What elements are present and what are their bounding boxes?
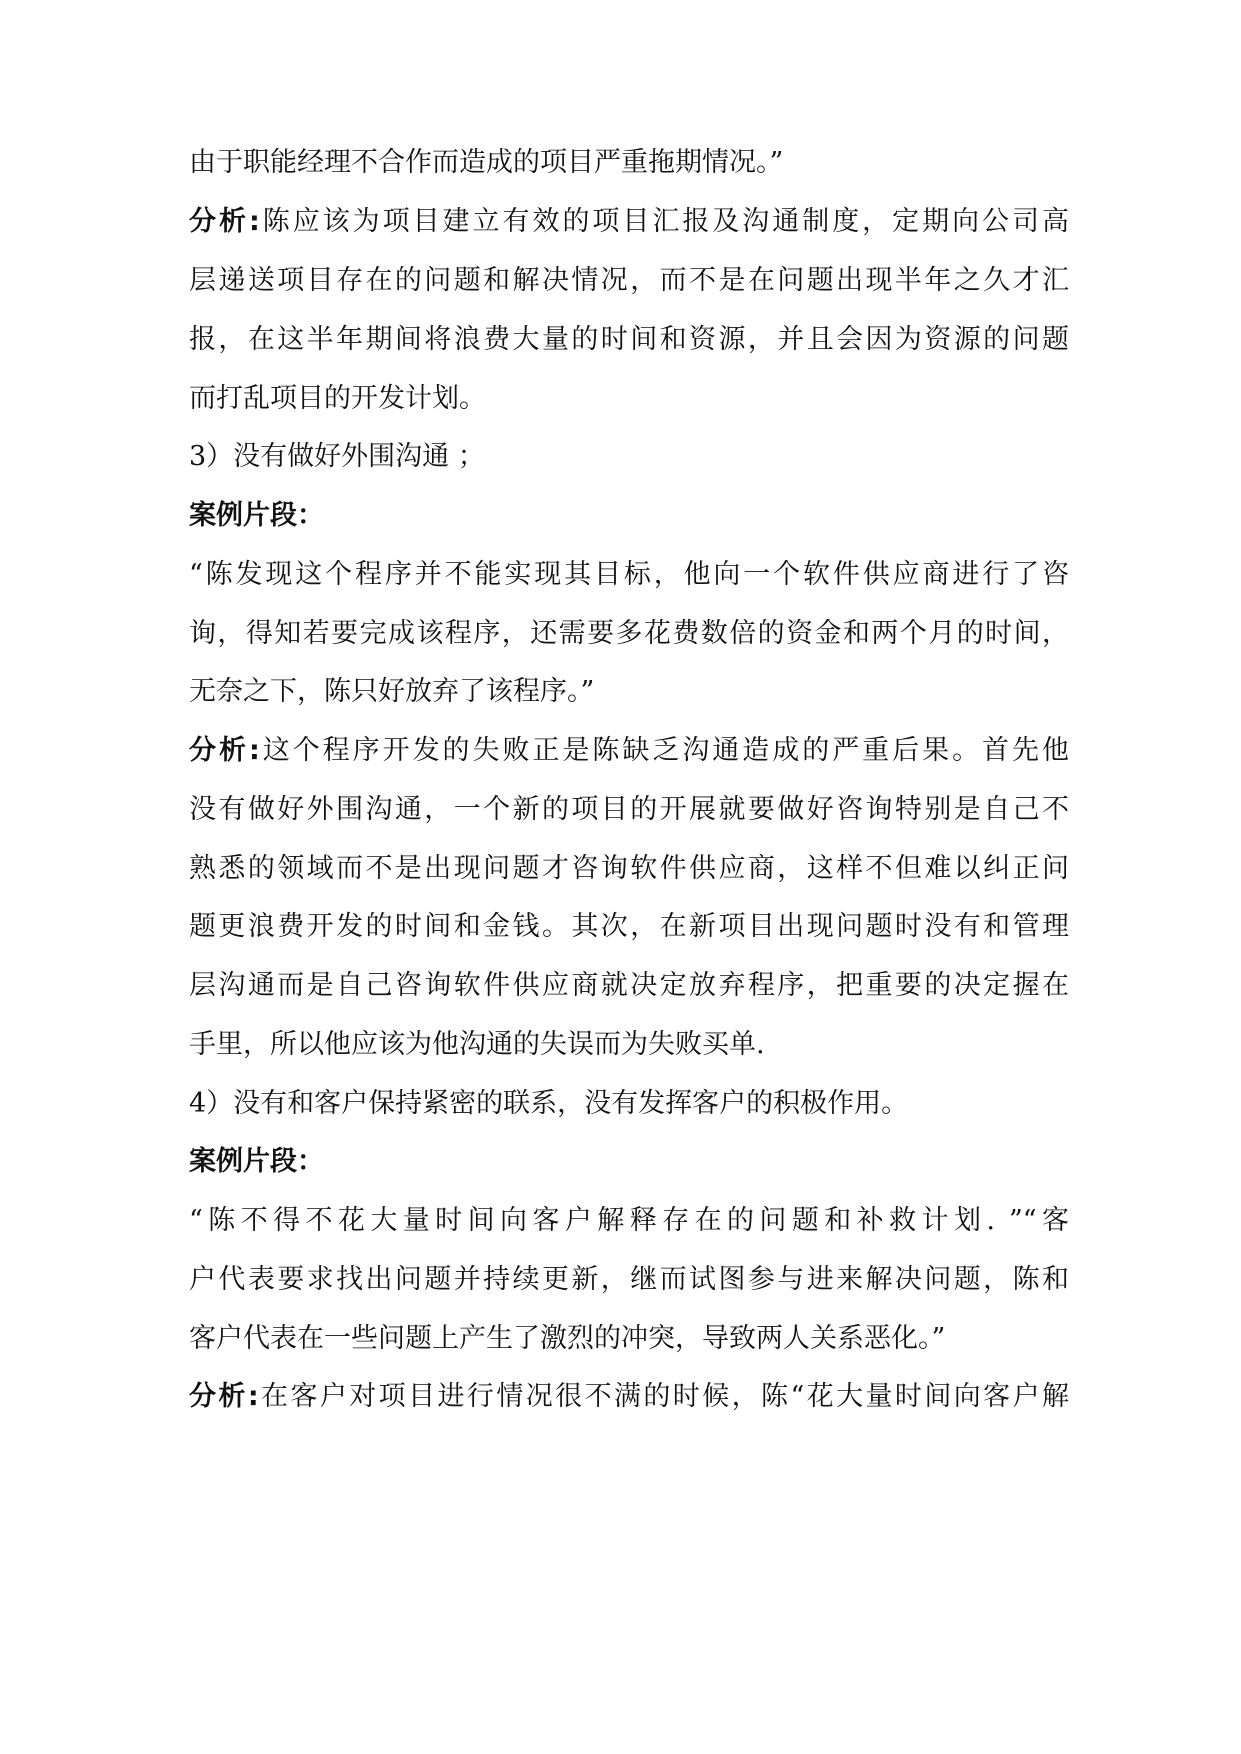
text-line — [189, 614, 1069, 654]
text-line — [189, 143, 1069, 183]
text-content: 这个程序开发的失败正是陈缺乏沟通造成的严重后果。首先他 — [259, 735, 1069, 766]
text-content: 无奈之下，陈只好放弃了该程序。” — [189, 676, 595, 707]
text-content: 询，得知若要完成该程序，还需要多花费数倍的资金和两个月的时间， — [189, 618, 1069, 649]
text-content: 在客户对项目进行情况很不满的时候，陈“花大量时间向客户解 — [258, 1381, 1069, 1412]
text-line — [189, 261, 1069, 301]
case-label — [189, 496, 1069, 536]
text-content: 户代表要求找出问题并持续更新，继而试图参与进来解决问题，陈和 — [189, 1264, 1069, 1295]
text-content: 熟悉的领域而不是出现问题才咨询软件供应商，这样不但难以纠正问 — [189, 853, 1069, 884]
text-content: 而打乱项目的开发计划。 — [189, 383, 486, 414]
text-content: 手里，所以他应该为他沟通的失误而为失败买单. — [189, 1029, 765, 1060]
text-content: 层沟通而是自己咨询软件供应商就决定放弃程序，把重要的决定握在 — [189, 970, 1069, 1001]
analysis-line — [189, 731, 1069, 771]
text-line — [189, 1260, 1069, 1300]
analysis-label: 分析: — [189, 206, 260, 237]
text-line — [189, 1319, 1069, 1359]
text-content: 4）没有和客户保持紧密的联系，没有发挥客户的积极作用。 — [189, 1088, 909, 1119]
text-content: 报，在这半年期间将浪费大量的时间和资源，并且会因为资源的问题 — [189, 324, 1069, 355]
text-content: 层递送项目存在的问题和解决情况，而不是在问题出现半年之久才汇 — [189, 265, 1069, 296]
text-line — [189, 379, 1069, 419]
text-content: 没有做好外围沟通，一个新的项目的开展就要做好咨询特别是自己不 — [189, 794, 1069, 825]
section-heading — [189, 1084, 1069, 1124]
text-line — [189, 849, 1069, 889]
text-line — [189, 907, 1069, 947]
text-content: 陈应该为项目建立有效的项目汇报及沟通制度，定期向公司高 — [259, 206, 1069, 237]
case-label — [189, 1142, 1069, 1182]
text-content: 案例片段： — [189, 500, 324, 531]
analysis-line — [189, 202, 1069, 242]
analysis-line — [189, 1377, 1069, 1417]
text-line — [189, 320, 1069, 360]
text-line — [189, 672, 1069, 712]
section-heading — [189, 437, 1069, 477]
text-line — [189, 1201, 1069, 1241]
analysis-label: 分析: — [189, 1381, 259, 1412]
text-content: “陈发现这个程序并不能实现其目标，他向一个软件供应商进行了咨 — [189, 559, 1069, 590]
text-line — [189, 966, 1069, 1006]
text-content: 3）没有做好外围沟通 ； — [189, 441, 485, 472]
text-content: 案例片段： — [189, 1146, 324, 1177]
text-line — [189, 1025, 1069, 1065]
text-content: 由于职能经理不合作而造成的项目严重拖期情况。” — [189, 147, 784, 178]
analysis-label: 分析: — [189, 735, 260, 766]
text-content: 客户代表在一些问题上产生了激烈的冲突，导致两人关系恶化。” — [189, 1323, 946, 1354]
text-line — [189, 555, 1069, 595]
text-line — [189, 790, 1069, 830]
text-content: “陈不得不花大量时间向客户解释存在的问题和补救计划. ”“客 — [189, 1205, 1069, 1236]
text-content: 题更浪费开发的时间和金钱。其次，在新项目出现问题时没有和管理 — [189, 911, 1069, 942]
